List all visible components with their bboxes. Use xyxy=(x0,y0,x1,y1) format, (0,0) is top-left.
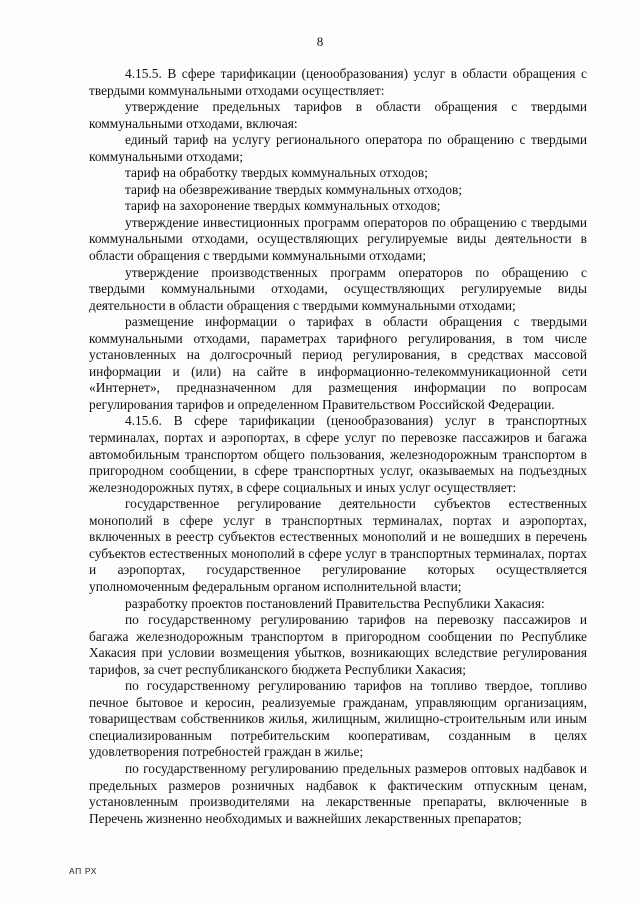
paragraph-neutralization-tariff: тариф на обезвреживание твердых коммунальных отходов; xyxy=(125,181,463,197)
paragraph-natural-monopolies: государственное регулирование деятельности субъектов естественных монополий в сфере услуг в транспортных терминалах, портах и аэропортах, включенных в реестр субъектов естественных монополий и не вошедших в перечень субъектов естественных монополий в сфере услуг в транспортных терминалах, портах и аэропортах, государственное регулирование которых осуществляется уполномоченным федеральным органом исполнительной власти; xyxy=(89,496,587,594)
paragraph-fuel-tariffs: по государственному регулированию тарифов на топливо твердое, топливо печное бытовое и керосин, реализуемые гражданам, управляющим организациям, товариществам собственников жилья, жилищным, жилищно-строительным или иным специализированным потребительским кооперативам, созданным в целях удовлетворения потребностей граждан в жилье; xyxy=(89,678,587,760)
paragraph-marginal-tariffs: утверждение предельных тарифов в области обращения с твердыми коммунальными отходами, включая: xyxy=(89,99,587,131)
paragraph-information-publication: размещение информации о тарифах в области обращения с твердыми коммунальными отходами, параметрах тарифного регулирования, в том числе установленных на долгосрочный период регулирования, в средствах массовой информации и (или) на сайте в информационно-телекоммуникационной сети «Интернет», предназначенном для размещения информации по вопросам регулирования тарифов и определенном Правительством Российской Федерации. xyxy=(89,314,587,412)
paragraph-processing-tariff: тариф на обработку твердых коммунальных отходов; xyxy=(125,165,428,181)
paragraph-draft-resolutions: разработку проектов постановлений Правительства Республики Хакасия: xyxy=(125,595,545,611)
paragraph-4-15-6: 4.15.6. В сфере тарификации (ценообразования) услуг в транспортных терминалах, портах и аэропортах, в сфере услуг по перевозке пассажиров и багажа автомобильным транспортом общего пользования, железнодорожным транспортом в пригородном сообщении, в сфере транспортных услуг, оказываемых на подъездных железнодорожных путях, в сфере социальных и иных услуг осуществляет: xyxy=(89,413,587,495)
paragraph-burial-tariff: тариф на захоронение твердых коммунальных отходов; xyxy=(125,198,441,214)
document-body xyxy=(89,66,587,827)
paragraph-production-programs: утверждение производственных программ операторов по обращению с твердыми коммунальными отходами, осуществляющих регулируемые виды деятельности в области обращения с твердыми коммунальными отходами; xyxy=(89,264,587,313)
paragraph-railway-tariffs: по государственному регулированию тарифов на перевозку пассажиров и багажа железнодорожным транспортом в пригородном сообщении по Республике Хакасия при условии возмещения убытков, возникающих вследствие регулирования тарифов, за счет республиканского бюджета Республики Хакасия; xyxy=(89,612,587,677)
footer-mark: АП РХ xyxy=(69,866,98,876)
paragraph-single-tariff: единый тариф на услугу регионального оператора по обращению с твердыми коммунальными отходами; xyxy=(89,132,587,164)
paragraph-investment-programs: утверждение инвестиционных программ операторов по обращению с твердыми коммунальными отходами, осуществляющих регулируемые виды деятельности в области обращения с твердыми коммунальными отходами; xyxy=(89,214,587,264)
paragraph-drug-markups: по государственному регулированию предельных размеров оптовых надбавок и предельных размеров розничных надбавок к фактическим отпускным ценам, установленным производителями на лекарственные препараты, включенные в Перечень жизненно необходимых и важнейших лекарственных препаратов; xyxy=(89,760,587,826)
paragraph-4-15-5: 4.15.5. В сфере тарификации (ценообразования) услуг в области обращения с твердыми коммунальными отходами осуществляет: xyxy=(89,66,587,98)
page-number: 8 xyxy=(316,34,324,49)
